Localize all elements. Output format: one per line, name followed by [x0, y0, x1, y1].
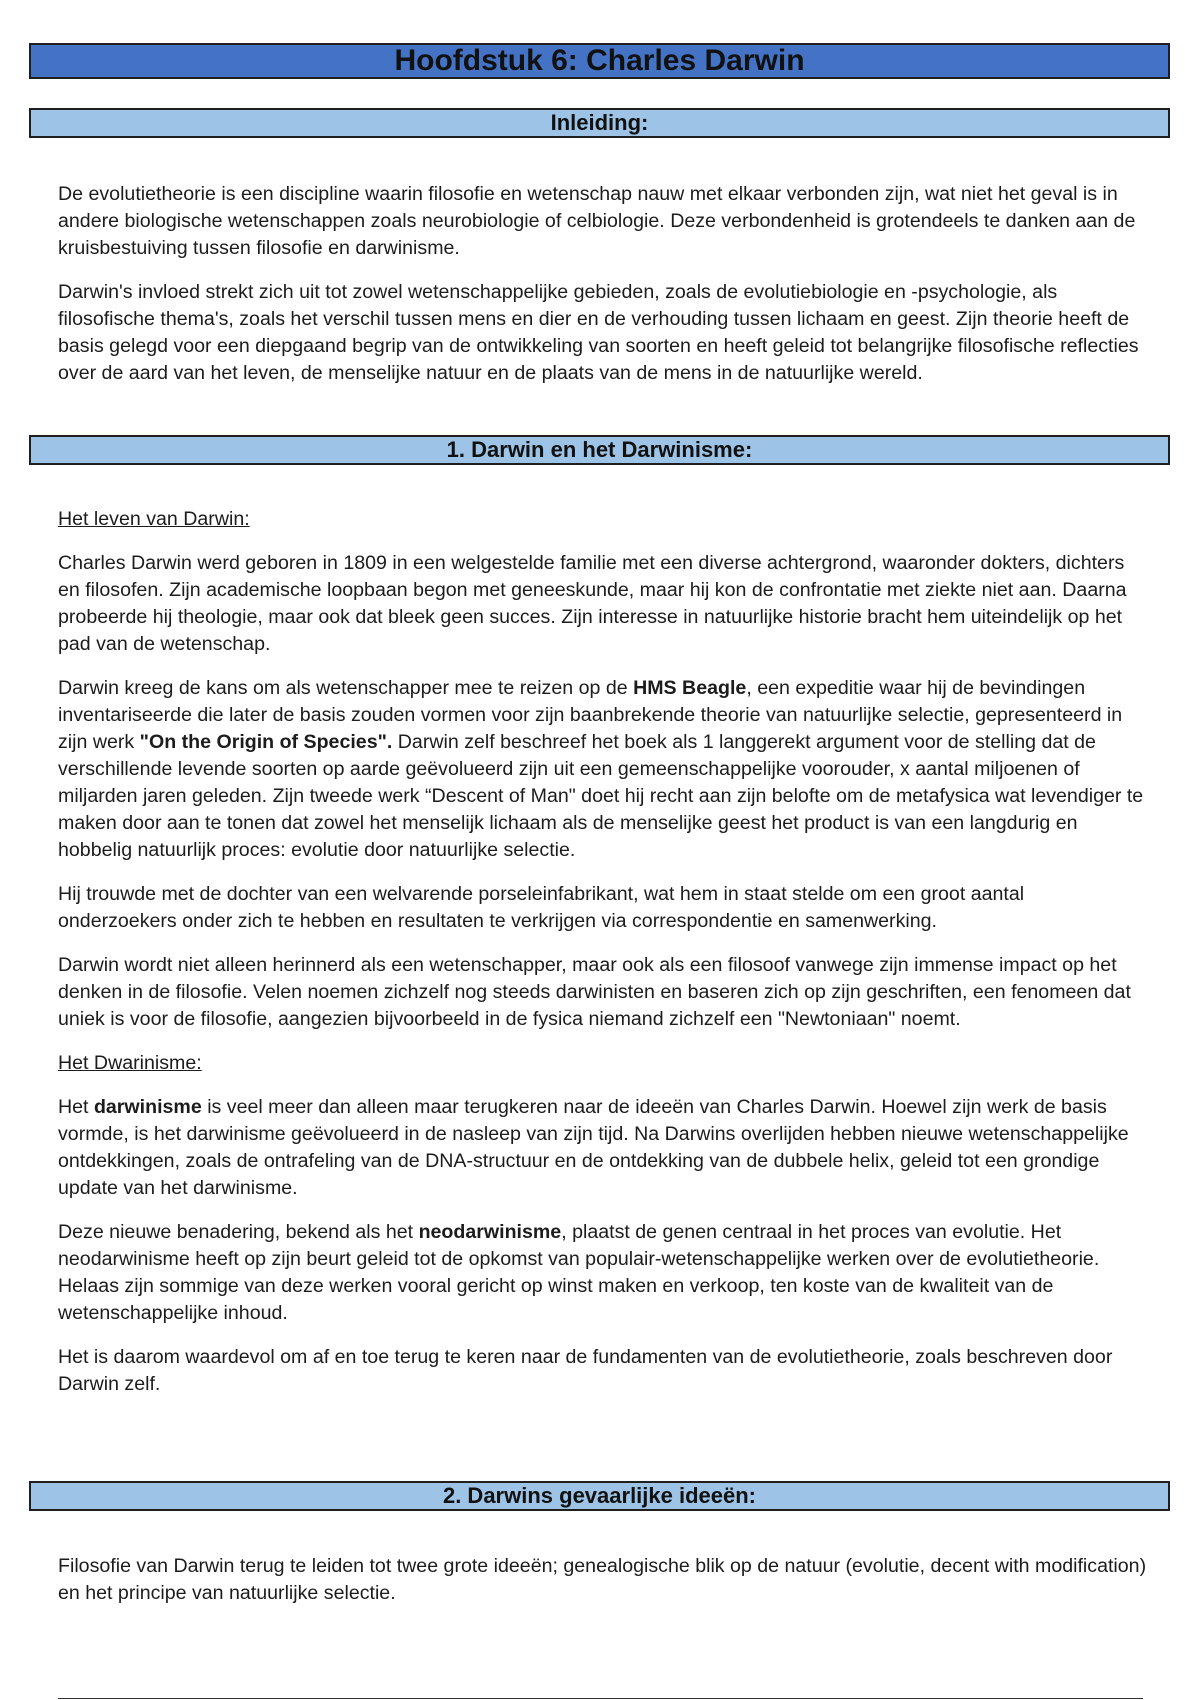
text-run: Deze nieuwe benadering, bekend als het [58, 1221, 419, 1243]
page-title: Hoofdstuk 6: Charles Darwin [29, 43, 1170, 79]
text-run: , plaatst de genen centraal in het proces van evolutie. Het neodarwinisme heeft op zijn beurt geleid tot de opkomst van populair-wetenschappelijke werken over de evolutietheorie. Helaas zijn sommige van deze werken vooral gericht op winst maken en verkoop, ten koste van de kwaliteit van de wetenschappelijke inhoud. [58, 1221, 1100, 1324]
paragraph: Darwin's invloed strekt zich uit tot zowel wetenschappelijke gebieden, zoals de evolutiebiologie en -psychologie, als filosofische thema's, zoals het verschil tussen mens en dier en de verhouding tussen lichaam en geest. Zijn theorie heeft de basis gelegd voor een diepgaand begrip van de ontwikkeling van soorten en heeft geleid tot belangrijke filosofische reflecties over de aard van het leven, de menselijke natuur en de plaats van de mens in de natuurlijke wereld. [58, 281, 1139, 384]
text-run: Darwin kreeg de kans om als wetenschapper mee te reizen op de [58, 677, 634, 699]
section1-body [58, 506, 1148, 1415]
inleiding-body [58, 181, 1148, 404]
section-heading-darwin-en-darwinisme: 1. Darwin en het Darwinisme: [29, 435, 1170, 465]
paragraph: Hij trouwde met de dochter van een welvarende porseleinfabrikant, wat hem in staat stelde om een groot aantal onderzoekers onder zich te hebben en resultaten te verkrijgen via correspondentie en samenwerking. [58, 883, 1025, 932]
text-run: , een expeditie waar hij de bevindingen inventariseerde die later de basis zouden vormen voor zijn baanbrekende theorie van natuurlijke selectie, gepresenteerd in zijn werk [58, 677, 1123, 753]
paragraph: De evolutietheorie is een discipline waarin filosofie en wetenschap nauw met elkaar verbonden zijn, wat niet het geval is in andere biologische wetenschappen zoals neurobiologie of celbiologie. Deze verbondenheid is grotendeels te danken aan de kruisbestuiving tussen filosofie en darwinisme. [58, 183, 1136, 259]
section2-body [58, 1553, 1148, 1624]
section-heading-inleiding: Inleiding: [29, 108, 1170, 138]
paragraph: Filosofie van Darwin terug te leiden tot twee grote ideeën; genealogische blik op de natuur (evolutie, decent with modification) en het principe van natuurlijke selectie. [58, 1555, 1147, 1604]
text-run: is veel meer dan alleen maar terugkeren naar de ideeën van Charles Darwin. Hoewel zijn werk de basis vormde, is het darwinisme geëvolueerd in de nasleep van zijn tijd. Na Darwins overlijden hebben nieuwe wetenschappelijke ontdekkingen, zoals de ontrafeling van de DNA-structuur en de ontdekking van de dubbele helix, geleid tot een grondige update van het darwinisme. [58, 1096, 1129, 1199]
subheading-darwinisme: Het Dwarinisme: [58, 1052, 202, 1074]
bold-term-neodarwinisme: neodarwinisme [418, 1221, 562, 1243]
section-heading-gevaarlijke-ideeen: 2. Darwins gevaarlijke ideeën: [29, 1481, 1170, 1511]
paragraph [58, 675, 1148, 864]
text-run: Darwin zelf beschreef het boek als 1 langgerekt argument voor de stelling dat de verschillende levende soorten op aarde geëvolueerd zijn uit een gemeenschappelijke voorouder, x aantal miljoenen of miljarden jaren geleden. Zijn tweede werk “Descent of Man" doet hij recht aan zijn belofte om de metafysica wat levendiger te maken door aan te tonen dat zowel het menselijk lichaam als de menselijke geest het product is van een langdurig en hobbelig natuurlijk proces: evolutie door natuurlijke selectie. [58, 731, 1144, 861]
paragraph: Charles Darwin werd geboren in 1809 in een welgestelde familie met een diverse achtergrond, waaronder dokters, dichters en filosofen. Zijn academische loopbaan begon met geneeskunde, maar hij kon de confrontatie met ziekte niet aan. Daarna probeerde hij theologie, maar ook dat bleek geen succes. Zijn interesse in natuurlijke historie bracht hem uiteindelijk op het pad van de wetenschap. [58, 552, 1127, 655]
bold-term-hms-beagle: HMS Beagle [633, 677, 747, 699]
text-run: Het [58, 1096, 94, 1118]
bold-term-darwinisme: darwinisme [93, 1096, 202, 1118]
paragraph [58, 1094, 1148, 1202]
paragraph: Darwin wordt niet alleen herinnerd als een wetenschapper, maar ook als een filosoof vanwege zijn immense impact op het denken in de filosofie. Velen noemen zichzelf nog steeds darwinisten en baseren zich op zijn geschriften, een fenomeen dat uniek is voor de filosofie, aangezien bijvoorbeeld in de fysica niemand zichzelf een "Newtoniaan" noemt. [58, 954, 1131, 1030]
paragraph [58, 1219, 1148, 1327]
bottom-divider [58, 1698, 1143, 1699]
paragraph: Het is daarom waardevol om af en toe terug te keren naar de fundamenten van de evolutietheorie, zoals beschreven door Darwin zelf. [58, 1346, 1113, 1395]
bold-term-origin-of-species: "On the Origin of Species". [139, 731, 393, 753]
subheading-leven-van-darwin: Het leven van Darwin: [58, 508, 250, 530]
